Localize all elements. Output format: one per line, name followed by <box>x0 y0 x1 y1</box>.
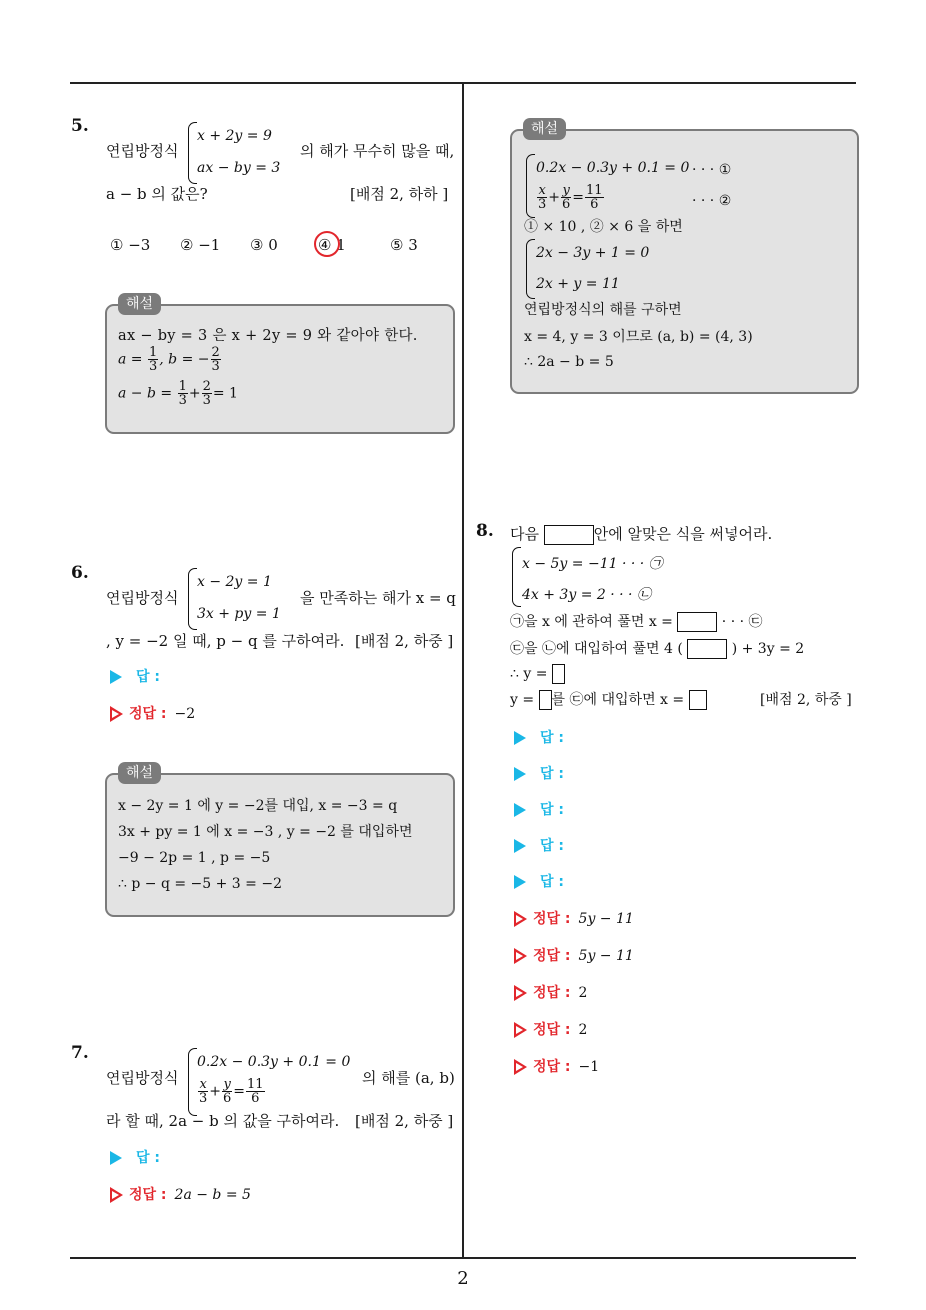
q8-correct-row-3: 정답 : 2 <box>514 982 587 1002</box>
q7-brace <box>188 1048 197 1116</box>
q7-answer-row[interactable]: 답 : <box>110 1147 160 1167</box>
q8-meta: [배점 2, 하중 ] <box>760 692 852 708</box>
q8-blank-y2[interactable] <box>539 690 552 710</box>
q8-answer-row-2[interactable]: 답 : <box>514 763 564 783</box>
q7-correct-row: 정답 : 2a − b = 5 <box>110 1184 251 1204</box>
selected-answer-circle-icon <box>314 231 340 257</box>
q8-answer-row-1[interactable]: 답 : <box>514 727 564 747</box>
answer-arrow-icon <box>514 803 526 817</box>
q7-sol-brace-2 <box>526 239 535 299</box>
q5-choice-5[interactable]: ⑤ 3 <box>390 236 418 254</box>
q7-sol-line5: 연립방정식의 해를 구하면 <box>524 302 682 318</box>
q8-number: 8. <box>476 521 494 541</box>
q5-choice-1[interactable]: ① −3 <box>110 236 151 254</box>
q5-line2: a − b 의 값은? <box>106 185 208 203</box>
q7-sol-line3: ① × 10 , ② × 6 을 하면 <box>524 219 683 235</box>
q5-eq1: x + 2y = 9 <box>197 128 272 144</box>
page-number: 2 <box>457 1268 469 1289</box>
q7-sol-eq2-mark: · · · ② <box>692 193 732 209</box>
q7-number: 7. <box>71 1043 89 1063</box>
correct-arrow-icon <box>514 1022 527 1038</box>
q8-blank-sub[interactable] <box>687 639 727 659</box>
q7-eq2: $\frac{x}{3}$ + $\frac{y}{6}$ = $\frac{11}{6}$ <box>199 1077 264 1106</box>
q5-number: 5. <box>71 116 89 136</box>
q8-correct-row-4: 정답 : 2 <box>514 1019 587 1039</box>
q6-sol-line2: 3x + py = 1 에 x = −3 , y = −2 를 대입하면 <box>118 824 413 840</box>
q8-blank-x[interactable] <box>677 612 717 632</box>
q7-sol-brace-1 <box>526 154 535 218</box>
q6-sol-line4: ∴ p − q = −5 + 3 = −2 <box>118 876 282 892</box>
correct-arrow-icon <box>514 948 527 964</box>
answer-arrow-icon <box>110 670 122 684</box>
q8-correct-row-1: 정답 : 5y − 11 <box>514 908 634 928</box>
q5-brace <box>188 122 197 184</box>
q8-line1: 다음 안에 알맞은 식을 써넣어라. <box>510 525 773 543</box>
q8-line5: y = 를 ㉢에 대입하면 x = <box>510 690 707 710</box>
q6-meta: [배점 2, 하중 ] <box>355 632 454 650</box>
q6-brace <box>188 568 197 630</box>
q6-sol-line3: −9 − 2p = 1 , p = −5 <box>118 850 271 866</box>
q6-answer-row[interactable]: 답 : <box>110 666 160 686</box>
answer-arrow-icon <box>514 839 526 853</box>
q8-eq2: 4x + 3y = 2 · · · ㉡ <box>522 587 651 603</box>
answer-arrow-icon <box>514 875 526 889</box>
correct-arrow-icon <box>514 911 527 927</box>
q7-sol-eq4: 2x + y = 11 <box>536 276 620 292</box>
q7-sol-line7: ∴ 2a − b = 5 <box>524 354 614 370</box>
q7-eq1: 0.2x − 0.3y + 0.1 = 0 <box>197 1054 351 1070</box>
q8-blank-x2[interactable] <box>689 690 707 710</box>
q5-tail: 의 해가 무수히 많을 때, <box>300 142 455 160</box>
q5-choice-3[interactable]: ③ 0 <box>250 236 278 254</box>
q7-sol-eq1-mark: · · · ① <box>692 162 732 178</box>
q7-sol-eq1: 0.2x − 0.3y + 0.1 = 0 <box>536 160 690 176</box>
q6-eq2: 3x + py = 1 <box>197 606 281 622</box>
q7-sol-eq2: $\frac{x}{3}$ + $\frac{y}{6}$ = $\frac{11}{6}$ <box>538 183 603 212</box>
bottom-rule <box>70 1257 856 1259</box>
q8-correct-row-5: 정답 : −1 <box>514 1056 599 1076</box>
q5-solution-tag: 해설 <box>118 293 161 315</box>
q6-solution-box <box>105 773 455 917</box>
correct-arrow-icon <box>514 1059 527 1075</box>
q8-blank-y[interactable] <box>552 664 565 684</box>
q5-choice-2[interactable]: ② −1 <box>180 236 221 254</box>
q6-lead: 연립방정식 <box>106 589 179 607</box>
column-divider <box>462 83 464 1258</box>
q5-choice-4[interactable]: ④ 1 <box>318 236 346 254</box>
q7-sol-eq3: 2x − 3y + 1 = 0 <box>536 245 650 261</box>
q6-correct-row: 정답 : −2 <box>110 703 195 723</box>
q8-brace <box>512 547 521 607</box>
correct-arrow-icon <box>514 985 527 1001</box>
q7-lead: 연립방정식 <box>106 1069 179 1087</box>
q6-eq1: x − 2y = 1 <box>197 574 272 590</box>
q7-solution-tag: 해설 <box>523 118 566 140</box>
q8-eq1: x − 5y = −11 · · · ㉠ <box>522 556 663 572</box>
correct-arrow-icon <box>110 706 123 722</box>
q6-sol-line1: x − 2y = 1 에 y = −2를 대입, x = −3 = q <box>118 798 398 814</box>
q7-line2: 라 할 때, 2a − b 의 값을 구하여라. <box>106 1112 340 1130</box>
q5-meta: [배점 2, 하하 ] <box>350 185 449 203</box>
answer-arrow-icon <box>514 767 526 781</box>
correct-arrow-icon <box>110 1187 123 1203</box>
q8-answer-row-5[interactable]: 답 : <box>514 871 564 891</box>
q8-blank-title <box>544 525 594 545</box>
answer-arrow-icon <box>514 731 526 745</box>
q5-sol-line2: a = $\frac{1}{3}$ , b = − $\frac{2}{3}$ <box>118 345 220 374</box>
q6-tail: 을 만족하는 해가 x = q <box>300 589 456 607</box>
answer-arrow-icon <box>110 1151 122 1165</box>
q7-meta: [배점 2, 하중 ] <box>355 1112 454 1130</box>
q6-number: 6. <box>71 563 89 583</box>
q8-correct-row-2: 정답 : 5y − 11 <box>514 945 634 965</box>
q8-answer-row-3[interactable]: 답 : <box>514 799 564 819</box>
q5-sol-line3: a − b = $\frac{1}{3}$ + $\frac{2}{3}$ = 1 <box>118 379 238 408</box>
q8-line4: ∴ y = <box>510 664 565 684</box>
q8-line3: ㉢을 ㉡에 대입하여 풀면 4 ( ) + 3y = 2 <box>510 641 805 657</box>
q5-lead: 연립방정식 <box>106 142 179 160</box>
q7-tail: 의 해를 (a, b) <box>362 1069 455 1087</box>
q7-sol-line6: x = 4, y = 3 이므로 (a, b) = (4, 3) <box>524 329 753 345</box>
q6-solution-tag: 해설 <box>118 762 161 784</box>
q5-eq2: ax − by = 3 <box>197 160 281 176</box>
q5-sol-line1: ax − by = 3 은 x + 2y = 9 와 같아야 한다. <box>118 328 418 344</box>
q8-line2: ㉠을 x 에 관하여 풀면 x = · · · ㉢ <box>510 614 763 630</box>
q6-line2: , y = −2 일 때, p − q 를 구하여라. <box>106 632 345 650</box>
q8-answer-row-4[interactable]: 답 : <box>514 835 564 855</box>
